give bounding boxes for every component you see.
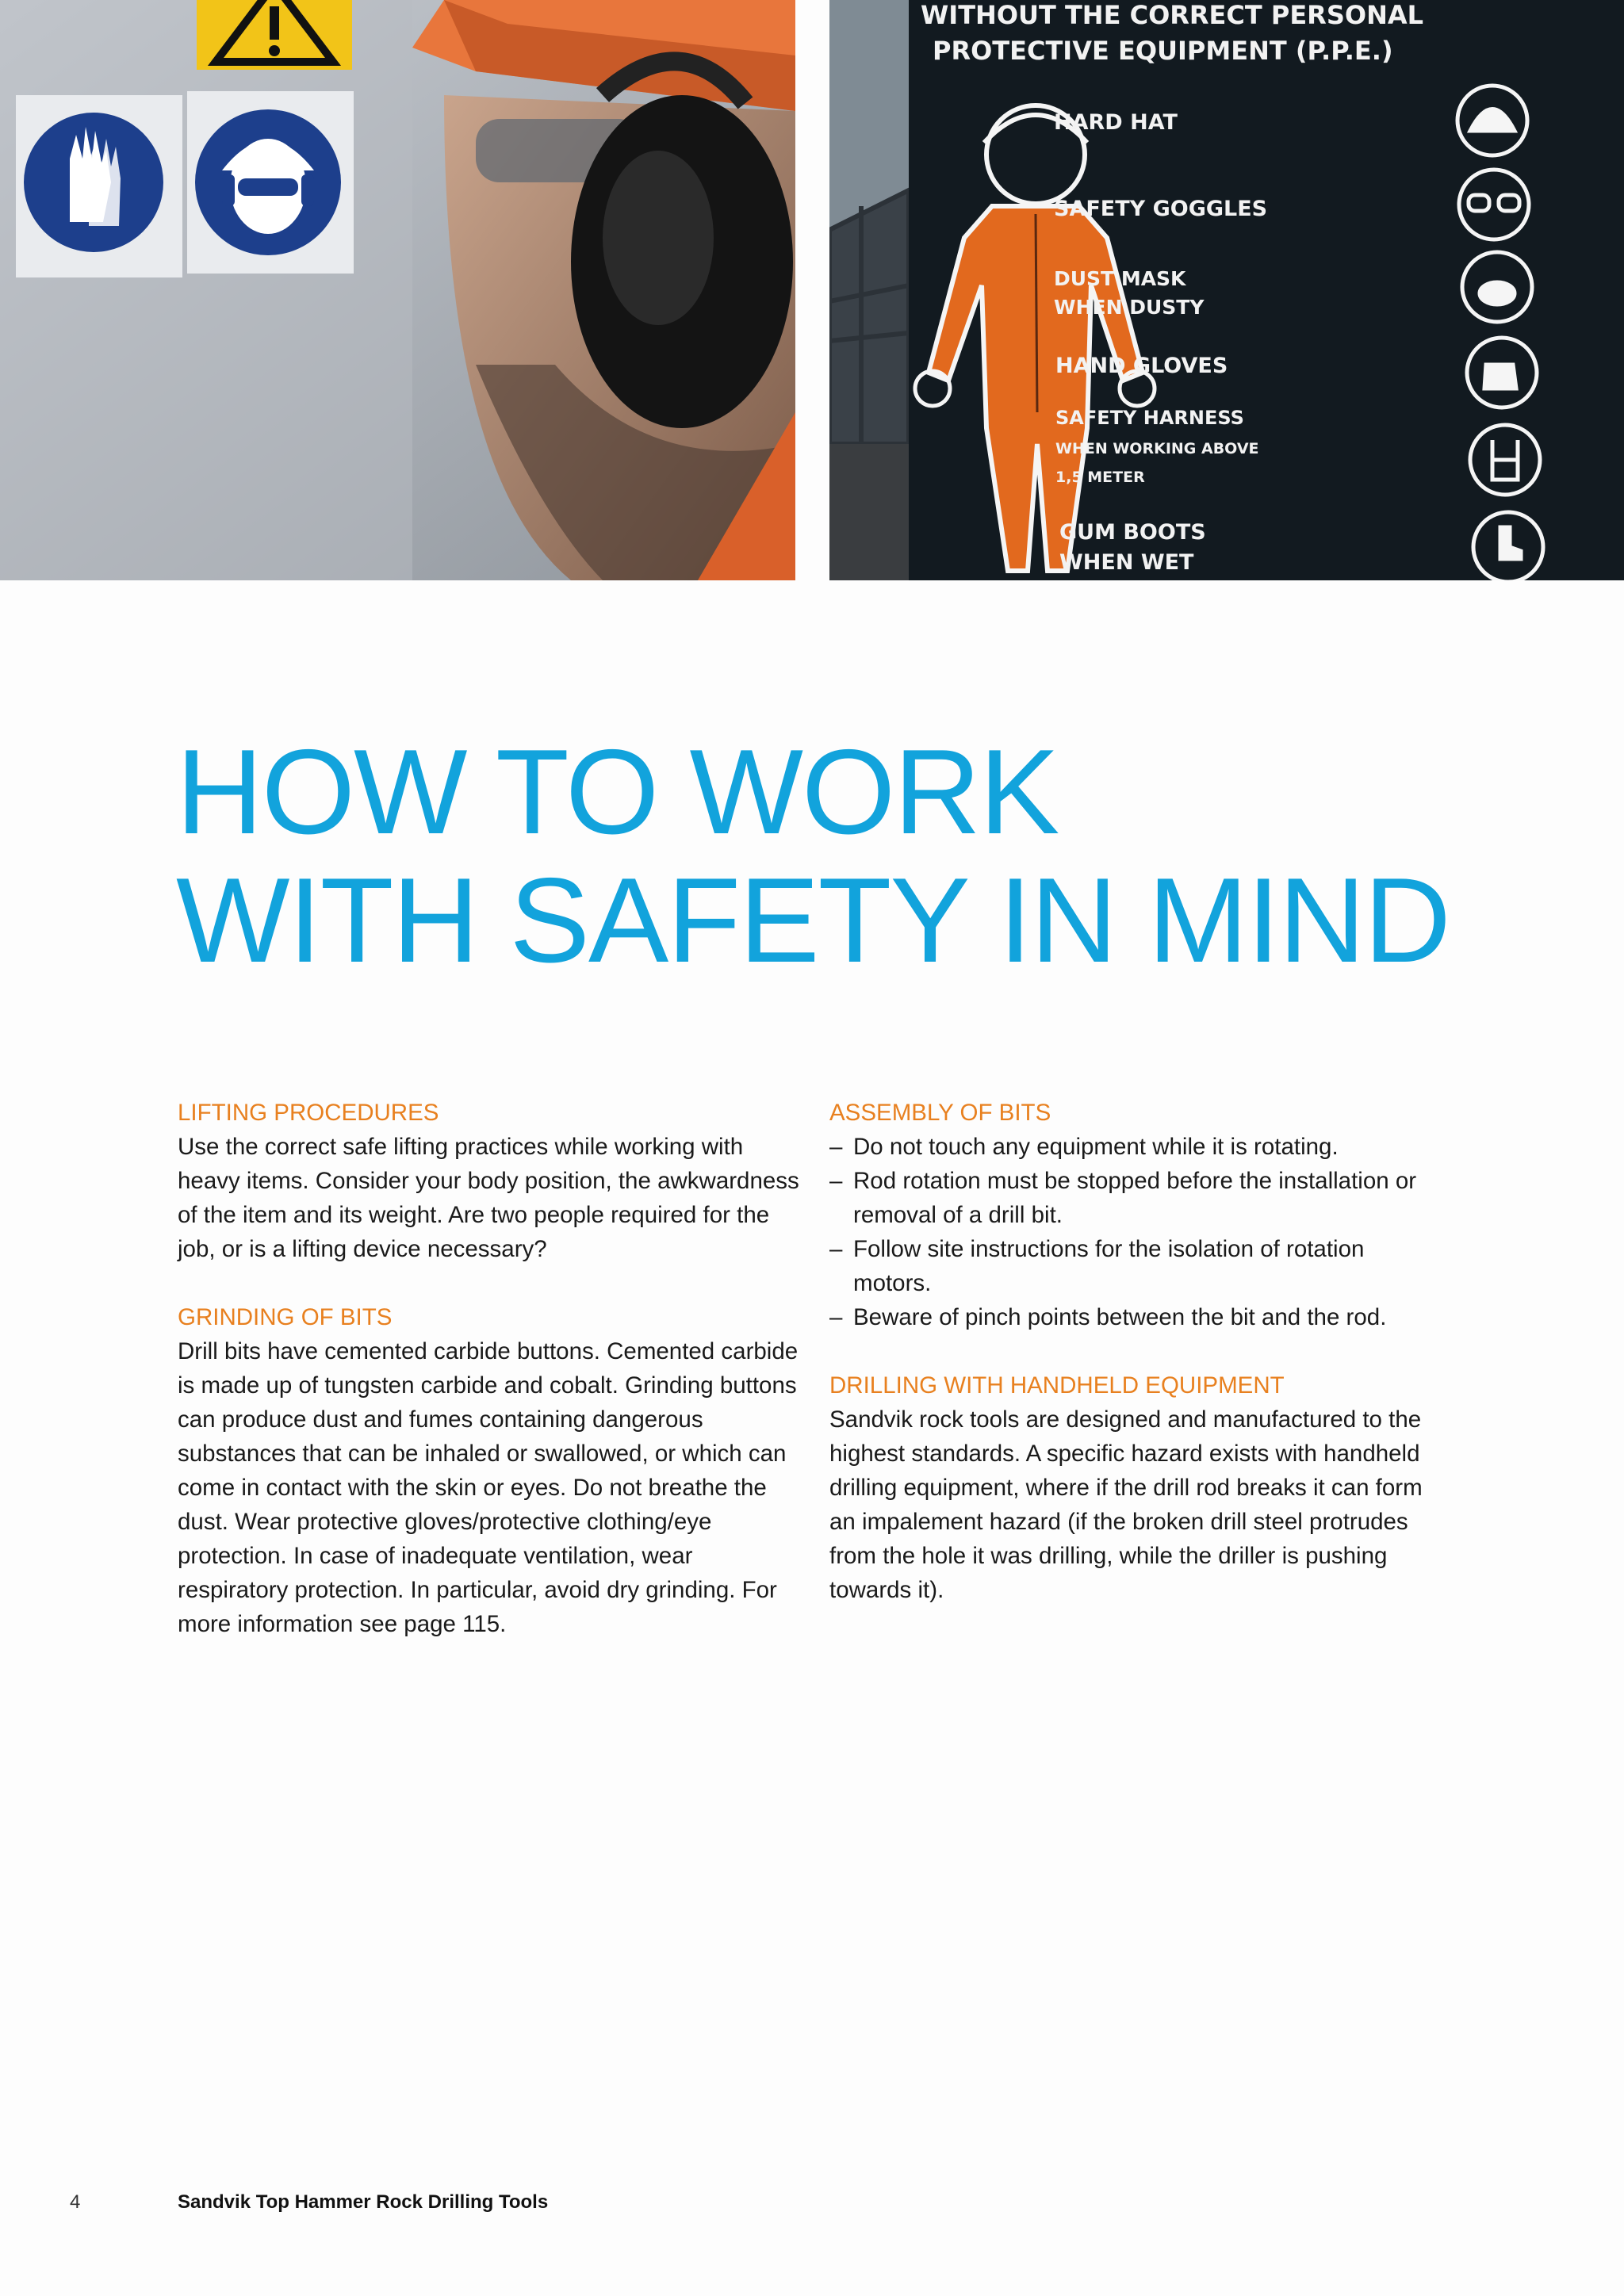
page-title-line1: HOW TO WORK (176, 725, 1059, 859)
list-item: – Do not touch any equipment while it is rotating. (829, 1130, 1448, 1164)
lifting-heading: LIFTING PROCEDURES (178, 1100, 439, 1126)
footer-doc-title: Sandvik Top Hammer Rock Drilling Tools (178, 2191, 549, 2213)
list-item: – Rod rotation must be stopped before the installation or removal of a drill bit. (829, 1164, 1448, 1232)
sign-item-dust-mask-line2: WHEN DUSTY (1054, 296, 1205, 319)
assembly-list (829, 1130, 1448, 1334)
sign-item-harness: SAFETY HARNESS (1055, 407, 1244, 429)
photo-worker-ear-protection (0, 0, 795, 580)
page-number: 4 (70, 2191, 81, 2213)
sign-item-harness-line2: WHEN WORKING ABOVE (1055, 440, 1259, 457)
list-item: – Follow site instructions for the isolation of rotation motors. (829, 1232, 1448, 1300)
page-title-line2: WITH SAFETY IN MIND (176, 853, 1450, 988)
list-item: – Beware of pinch points between the bit and the rod. (829, 1300, 1448, 1334)
right-column (829, 1096, 1448, 1641)
sign-item-gloves: HAND GLOVES (1055, 354, 1228, 378)
handheld-heading: DRILLING WITH HANDHELD EQUIPMENT (829, 1372, 1285, 1399)
sign-header-line1: WITHOUT THE CORRECT PERSONAL (921, 0, 1423, 30)
page-title (176, 725, 1450, 988)
grinding-heading: GRINDING OF BITS (178, 1304, 393, 1330)
lifting-body: Use the correct safe lifting practices while working with heavy items. Consider your body position, the awkwardness of the item and its weight. Are two people required for the job, or is a lifting device necessary? (178, 1134, 799, 1262)
sign-item-boots: GUM BOOTS (1059, 520, 1206, 545)
left-column (178, 1096, 804, 1675)
sign-header-line2: PROTECTIVE EQUIPMENT (P.P.E.) (933, 36, 1393, 66)
sign-item-harness-line3: 1,5 METER (1055, 469, 1145, 486)
handheld-body: Sandvik rock tools are designed and manufactured to the highest standards. A specific hazard exists with handheld drilling equipment, where if the drill rod breaks it can form an impalement hazard (if the broken drill steel protrudes from the hole it was drilling, while the driller is pushing towards it). (829, 1406, 1423, 1603)
sign-item-hard-hat: HARD HAT (1054, 110, 1178, 135)
gloves-mandatory-icon (16, 95, 182, 277)
sign-item-goggles: SAFETY GOGGLES (1054, 197, 1268, 221)
head-protection-mandatory-icon (187, 91, 354, 274)
sign-item-boots-line2: WHEN WET (1059, 550, 1194, 575)
grinding-body: Drill bits have cemented carbide buttons. Cemented carbide is made up of tungsten carbide and cobalt. Grinding buttons can produce dust and fumes containing dangerous substances that can be inhaled or swallowed, or which can come in contact with the skin or eyes. Do not breathe the dust. Wear protective gloves/protective clothing/eye protection. In case of inadequate ventilation, wear respiratory protection. In particular, avoid dry grinding. For more information see page 115. (178, 1338, 799, 1637)
industrial-structure (829, 190, 909, 444)
photo-ppe-sign (829, 0, 1624, 580)
assembly-heading: ASSEMBLY OF BITS (829, 1100, 1051, 1126)
sign-item-dust-mask: DUST MASK (1054, 267, 1186, 290)
warning-sign-icon (197, 0, 352, 70)
